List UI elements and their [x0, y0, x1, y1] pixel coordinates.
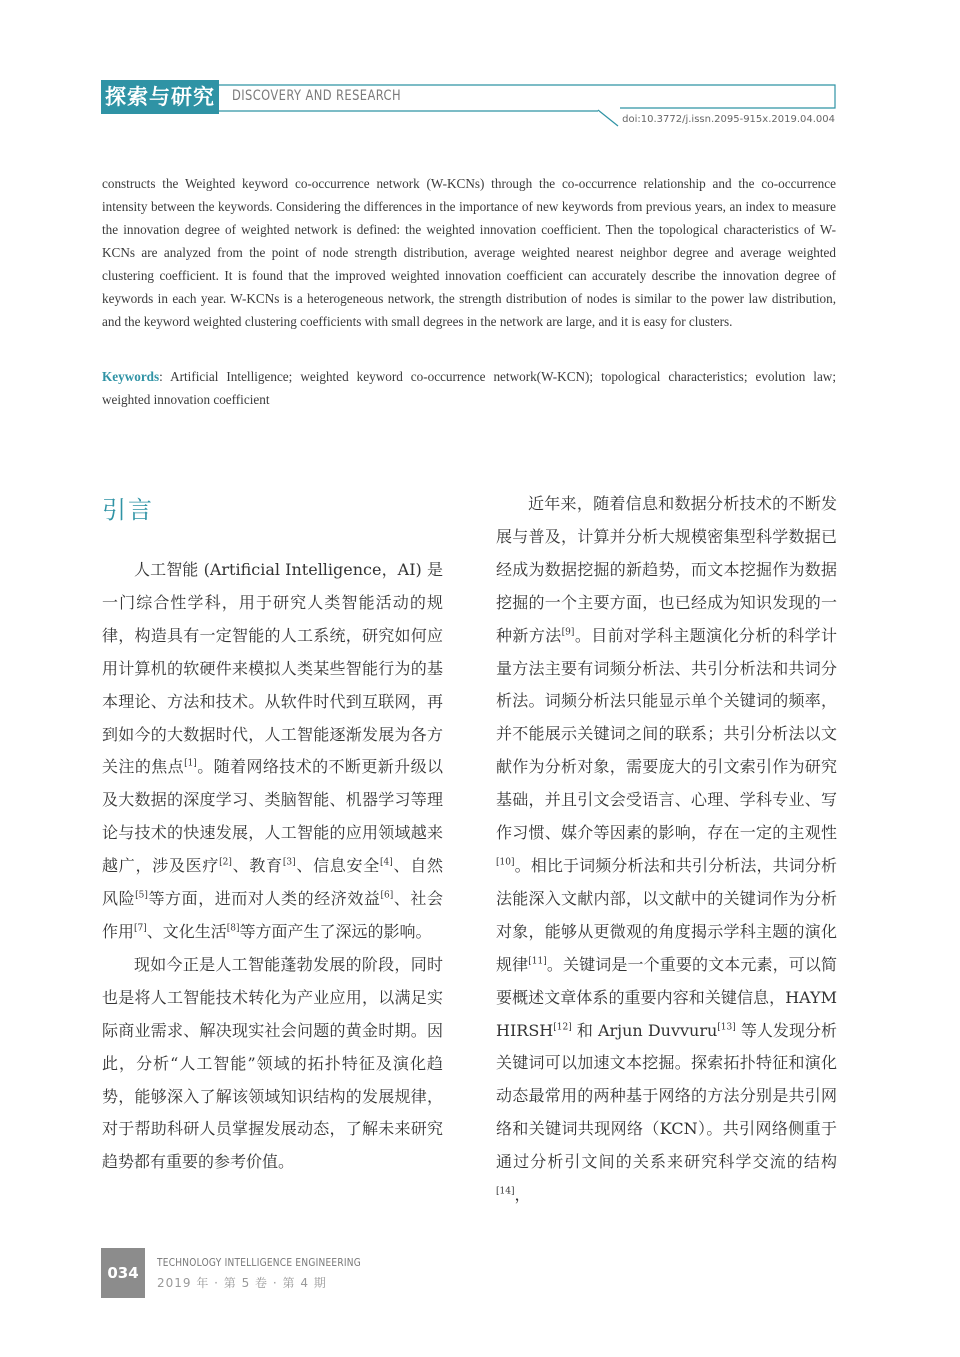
page-number: 034: [101, 1248, 145, 1298]
abstract-text: constructs the Weighted keyword co-occurrence network (W-KCNs) through the co-occurrence relationship and the co-occurrence intensity between the keywords. Considering the differences in the importance of new keywords from previous years, an index to measure the innovation degree of weighted network is defined: the weighted innovation coefficient. Then the topological characteristics of W-KCNs are analyzed from the point of node strength distribution, average weighted nearest neighbor degree and average weighted clustering coefficient. It is found that the improved weighted innovation coefficient can accurately describe the innovation degree of keywords in each year. W-KCNs is a heterogeneous network, the strength distribution of nodes is similar to the power law distribution, and the keyword weighted clustering coefficients with small degrees in the network are large, and it is easy for clusters.: [102, 176, 836, 329]
text-run: 、文化生活: [146, 921, 227, 941]
text-run: 近年来，随着信息和数据分析技术的不断发展与普及，计算并分析大规模密集型科学数据已经成为数据挖掘的新趋势，而文本挖掘作为数据挖掘的一个主要方面，也已经成为知识发现的一种新方法: [496, 494, 837, 645]
citation: [13]: [717, 1022, 736, 1033]
right-paragraph-1: [496, 488, 837, 1212]
left-paragraph-2: 现如今正是人工智能蓬勃发展的阶段，同时也是将人工智能技术转化为产业应用，以满足实际商业需求、解决现实社会问题的黄金时期。因此，分析“人工智能”领域的拓扑特征及演化趋势，能够深入了解该领域知识结构的发展规律，对于帮助科研人员掌握发展动态，了解未来研究趋势都有重要的参考价值。: [102, 954, 443, 1172]
journal-issue: 2019 年 · 第 5 卷 · 第 4 期: [157, 1276, 327, 1290]
citation: [4]: [380, 857, 393, 868]
text-run: 。相比于词频分析法和共引分析法，共词分析法能深入文献内部，以文献中的关键词作为分析对象，能够从更微观的角度揭示学科主题的演化规律: [496, 855, 837, 974]
left-column: [102, 554, 443, 1179]
left-paragraph-1: [102, 554, 443, 949]
text-run: 、自然风险: [102, 856, 443, 909]
keywords: [102, 365, 836, 411]
text-run: 等方面产生了深远的影响。: [239, 921, 432, 941]
text-run: 人工智能 (Artificial Intelligence，AI) 是一门综合性学科，用于研究人类智能活动的规律，构造具有一定智能的人工系统，研究如何应用计算机的软硬件来模拟人类某些智能行为的基本理论、方法和技术。从软件时代到互联网，再到如今的大数据时代，人工智能逐渐发展为各方关注的焦点: [102, 560, 443, 777]
right-column: [496, 488, 837, 1212]
citation: [12]: [553, 1022, 572, 1033]
citation: [11]: [528, 956, 547, 967]
keywords-text: : Artificial Intelligence; weighted keyword co-occurrence network(W-KCN); topological characteristics; evolution law; weighted innovation coefficient: [102, 369, 836, 407]
text-run: ，: [514, 1185, 531, 1205]
journal-name: TECHNOLOGY INTELLIGENCE ENGINEERING: [157, 1256, 362, 1269]
text-run: 、信息安全: [295, 856, 381, 876]
text-run: 、社会作用: [102, 889, 443, 941]
section-label-en: DISCOVERY AND RESEARCH: [232, 88, 402, 104]
text-run: 等人发现分析关键词可以加速文本挖掘。探索拓扑特征和演化动态最常用的两种基于网络的方法分别是共引网络和关键词共现网络（KCN）。共引网络侧重于通过分析引文间的关系来研究科学交流的结构: [496, 1020, 837, 1172]
text-run: 、教育: [231, 856, 283, 876]
section-title: 引言: [102, 496, 154, 524]
doi: doi:10.3772/j.issn.2095-915x.2019.04.004: [622, 114, 835, 125]
keywords-label: Keywords: [102, 369, 160, 384]
citation: [9]: [561, 627, 575, 638]
citation: [7]: [134, 923, 147, 934]
citation: [8]: [226, 923, 240, 934]
citation: [1]: [184, 759, 197, 770]
section-label: 探索与研究: [101, 80, 219, 114]
text-run: 和 Arjun Duvvuru: [571, 1020, 718, 1040]
citation: [5]: [135, 890, 148, 901]
citation: [3]: [282, 857, 296, 868]
citation: [10]: [496, 857, 515, 868]
text-run: 。目前对学科主题演化分析的科学计量方法主要有词频分析法、共引分析法和共词分析法。词频分析法只能显示单个关键词的频率，并不能展示关键词之间的联系；共引分析法以文献作为分析对象，需要庞大的引文索引作为研究基础，并且引文会受语言、心理、学科专业、写作习惯、媒介等因素的影响，存在一定的主观性: [496, 625, 837, 843]
citation: [2]: [219, 857, 232, 868]
citation: [14]: [496, 1186, 515, 1197]
text-run: 。随着网络技术的不断更新升级以及大数据的深度学习、类脑智能、机器学习等理论与技术的快速发展，人工智能的应用领域越来越广，涉及医疗: [102, 757, 443, 876]
text-run: 。关键词是一个重要的文本元素，可以简要概述文章体系的重要内容和关键信息，HAYM HIRSH: [496, 954, 837, 1040]
citation: [6]: [380, 890, 394, 901]
text-run: 等方面，进而对人类的经济效益: [147, 889, 381, 909]
